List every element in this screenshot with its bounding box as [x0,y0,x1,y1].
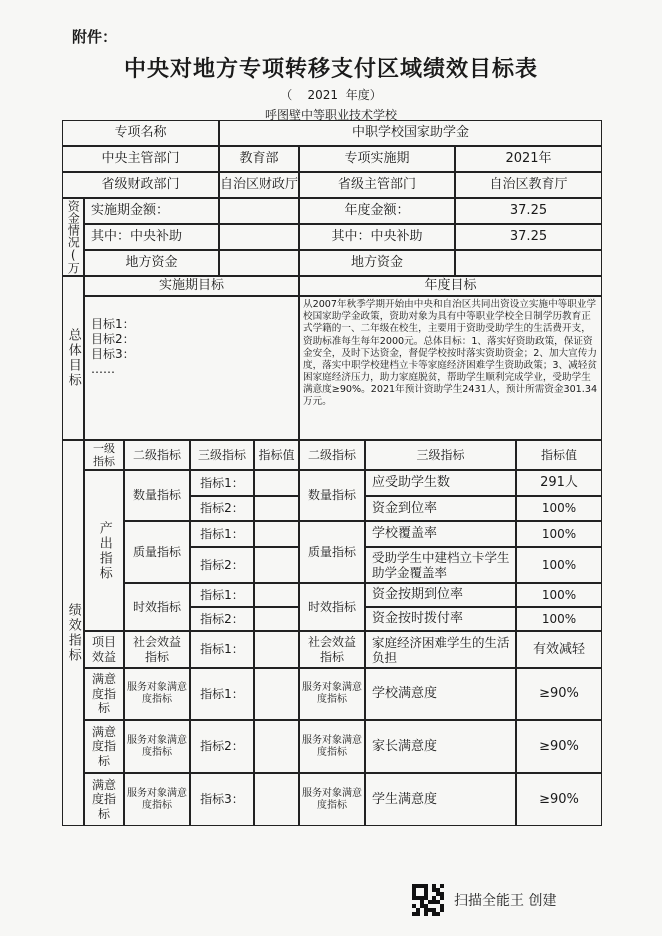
q2-left-value [254,496,299,521]
q2-value: 100% [516,496,602,521]
q1-value: 291人 [516,470,602,496]
service-indicator-label-right: 服务对象满意度指标 [299,773,365,826]
m1-left-value [254,668,299,720]
funds-section-label: 资金情况(万 [62,198,84,276]
quality-indicator-label-right: 质量指标 [299,521,365,583]
annual-total-value: 37.25 [455,198,602,224]
period-label: 专项实施期 [299,146,455,172]
prov-dept-value: 自治区教育厅 [455,172,602,198]
annual-local-label: 地方资金 [299,250,455,276]
impl-central-label: 其中：中央补助 [84,224,219,250]
t1-value: 100% [516,583,602,607]
t1-left-value [254,583,299,607]
ql1-value: 100% [516,521,602,547]
perf-section-label: 绩效指标 [62,440,84,826]
social-indicator-label-right: 社会效益指标 [299,631,365,668]
project-name-label: 专项名称 [62,120,219,146]
impl-goal-item: …… [91,362,115,376]
output-indicator-label: 产出指标 [84,470,124,631]
header-level1: 一级指标 [84,440,124,470]
t2-right-label: 资金按时拨付率 [365,607,516,631]
m1-left-label: 指标1： [190,668,254,720]
satisfaction-indicator-label: 满意度指标 [84,773,124,826]
t1-left-label: 指标1： [190,583,254,607]
t2-value: 100% [516,607,602,631]
q1-left-value [254,470,299,496]
service-indicator-label: 服务对象满意度指标 [124,773,190,826]
watermark-text: 扫描全能王 创建 [454,893,557,909]
impl-goal-item: 目标1： [91,317,135,331]
m2-right-label: 家长满意度 [365,720,516,773]
header-level2-right: 二级指标 [299,440,365,470]
s1-left-label: 指标1： [190,631,254,668]
q1-right-label: 应受助学生数 [365,470,516,496]
impl-goal-item: 目标3： [91,347,135,361]
page-title: 中央对地方专项转移支付区域绩效目标表 [123,57,538,82]
social-indicator-label: 社会效益指标 [124,631,190,668]
performance-table [62,120,602,826]
m1-right-label: 学校满意度 [365,668,516,720]
timeliness-indicator-label: 时效指标 [124,583,190,631]
impl-local-value [219,250,299,276]
attachment-label: 附件： [72,28,118,46]
year-line [0,86,662,103]
impl-central-value [219,224,299,250]
service-indicator-label-right: 服务对象满意度指标 [299,668,365,720]
header-level2: 二级指标 [124,440,190,470]
header-value: 指标值 [254,440,299,470]
scanner-watermark [412,884,556,916]
m2-left-label: 指标2： [190,720,254,773]
annual-goal-header: 年度目标 [299,276,602,296]
q2-left-label: 指标2： [190,496,254,521]
m2-left-value [254,720,299,773]
quality-indicator-label: 质量指标 [124,521,190,583]
ql2-right-label: 受助学生中建档立卡学生助学金覆盖率 [365,547,516,583]
ql2-left-label: 指标2： [190,547,254,583]
annual-total-label: 年度金额： [299,198,455,224]
year-value: 2021 [307,88,339,102]
annual-central-label: 其中：中央补助 [299,224,455,250]
school-name: 呼图壁中等职业技术学校 [264,108,397,122]
ql2-value: 100% [516,547,602,583]
t2-left-value [254,607,299,631]
q2-right-label: 资金到位率 [365,496,516,521]
annual-central-value: 37.25 [455,224,602,250]
header-level3: 三级指标 [190,440,254,470]
timeliness-indicator-label-right: 时效指标 [299,583,365,631]
impl-goal-item: 目标2： [91,332,135,346]
central-dept-label: 中央主管部门 [62,146,219,172]
prov-dept-label: 省级主管部门 [299,172,455,198]
ql1-left-value [254,521,299,547]
s1-left-value [254,631,299,668]
s1-value: 有效减轻 [516,631,602,668]
year-close: 年度） [345,88,382,102]
annual-local-value [455,250,602,276]
impl-goal-header: 实施期目标 [84,276,299,296]
ql1-left-label: 指标1： [190,521,254,547]
prov-finance-label: 省级财政部门 [62,172,219,198]
m3-right-label: 学生满意度 [365,773,516,826]
central-dept-value: 教育部 [219,146,299,172]
satisfaction-indicator-label: 满意度指标 [84,668,124,720]
t1-right-label: 资金按期到位率 [365,583,516,607]
ql1-right-label: 学校覆盖率 [365,521,516,547]
effect-indicator-label: 项目效益 [84,631,124,668]
ql2-left-value [254,547,299,583]
service-indicator-label-right: 服务对象满意度指标 [299,720,365,773]
prov-finance-value: 自治区财政厅 [219,172,299,198]
impl-total-label: 实施期金额： [84,198,219,224]
m2-value: ≥90% [516,720,602,773]
impl-goal-list [84,296,299,440]
annual-goal-text: 从2007年秋季学期开始由中央和自治区共同出资设立实施中等职业学校国家助学金政策，资助对象为具有中等职业学校全日制学历教育正式学籍的一、二年级在校生，主要用于资助受助学生的生活费开支，资助标准每生每年2000元。总体目标：1、落实好资助政策，保证资金安全，及时下达资金，督促学校按时落实资助资金；2、加大宣传力度，落实中职学校建档立卡等家庭经济困难学生资助政策；3、减轻贫困家庭经济压力，助力家庭脱贫，帮助学生顺利完成学业，受助学生满意度≥90%。2021年预计资助学生2431人，预计所需资金301.34万元。 [299,296,602,440]
period-value: 2021年 [455,146,602,172]
q1-left-label: 指标1： [190,470,254,496]
goals-section-label: 总体目标 [62,276,84,440]
service-indicator-label: 服务对象满意度指标 [124,668,190,720]
t2-left-label: 指标2： [190,607,254,631]
impl-local-label: 地方资金 [84,250,219,276]
m1-value: ≥90% [516,668,602,720]
m3-left-label: 指标3： [190,773,254,826]
satisfaction-indicator-label: 满意度指标 [84,720,124,773]
impl-total-value [219,198,299,224]
qr-code-icon [412,884,444,916]
header-level3-right: 三级指标 [365,440,516,470]
quantity-indicator-label-right: 数量指标 [299,470,365,521]
m3-value: ≥90% [516,773,602,826]
service-indicator-label: 服务对象满意度指标 [124,720,190,773]
s1-right-label: 家庭经济困难学生的生活负担 [365,631,516,668]
m3-left-value [254,773,299,826]
project-name-value: 中职学校国家助学金 [219,120,602,146]
year-open: （ [280,88,293,102]
quantity-indicator-label: 数量指标 [124,470,190,521]
header-value-right: 指标值 [516,440,602,470]
